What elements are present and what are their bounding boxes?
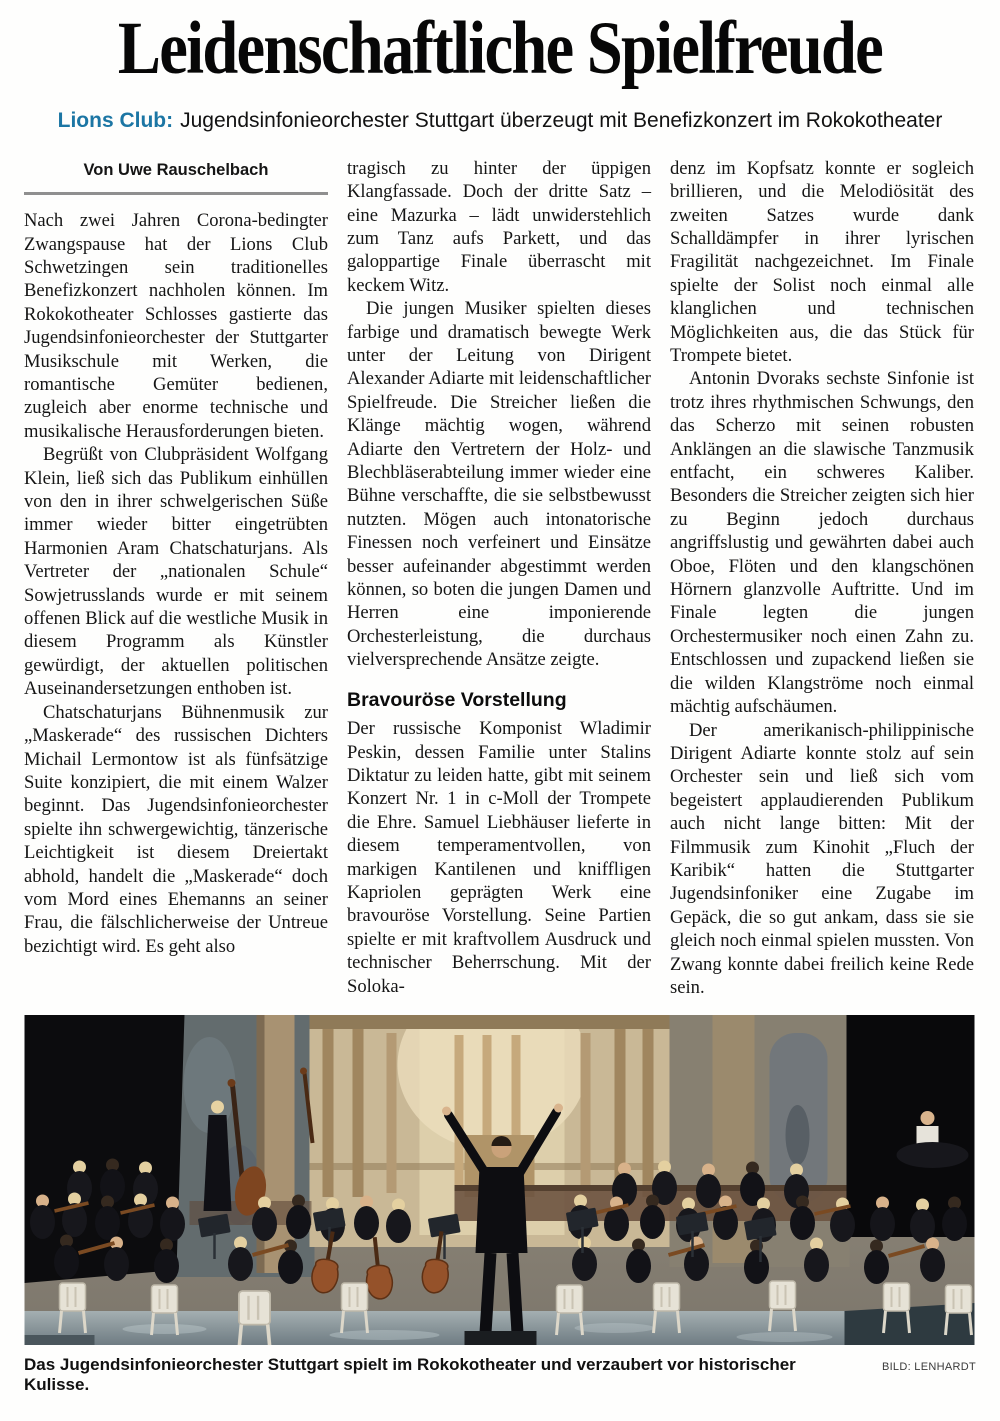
article-body <box>0 157 1000 1000</box>
article-paragraph: Der russische Komponist Wladimir Peskin, dessen Familie unter Stalins Diktatur zu leiden hatte, gibt mit seinem Konzert Nr. 1 in c-Moll der Trompete die Ehre. Samuel Liebhäuser lieferte in diesem temperamentvollen, von markigen Kantilenen und kniffligen Kapriolen geprägten Werk eine bravouröse Vorstellung. Seine Partien spielte er mit kraftvollem Ausdruck und technischer Beherrschung. Mit der Soloka- <box>347 718 651 997</box>
article-paragraph: Nach zwei Jahren Corona-bedingter Zwangspause hat der Lions Club Schwetzingen sein traditionelles Benefizkonzert nachholen können. Im Rokokotheater Schlosses gastierte das Jugendsinfonieorchester der Stuttgarter Musikschule mit Werken, die romantische Gemüter bedienen, zugleich aber enorme technische und musikalische Herausforderungen bieten. <box>24 210 328 442</box>
article-paragraph: Chatschaturjans Bühnenmusik zur „Maskerade“ des russischen Dichters Michail Lermontow ist als fünfsätzige Suite konzipiert, die mit einem Walzer beginnt. Das Jugendsinfonieorchester spielte ihn schwergewichtig, tänzerische Leichtigkeit ist diesem Dreiertakt abhold, handelt die „Maskerade“ doch vom Mord eines Ehemanns an seiner Frau, die fälschlicherweise der Untreue bezichtigt wird. Es geht also <box>24 701 328 957</box>
article-paragraph: tragisch zu hinter der üppigen Klangfassade. Doch der dritte Satz – eine Mazurka – lädt unwiderstehlich zum Tanz aufs Parkett, und das galoppartige Finale überrascht mit keckem Witz. <box>347 157 651 296</box>
kicker-label: Lions Club: <box>57 108 174 132</box>
photo-credit: BILD: LENHARDT <box>881 1361 976 1374</box>
photo-caption-row <box>24 1355 976 1395</box>
article-photo <box>24 1015 976 1345</box>
article-paragraph: Antonin Dvoraks sechste Sinfonie ist trotz ihres rhythmischen Schwungs, den das Scherzo mit seinen robusten Anklängen an die slawische Tanzmusik entfacht, ein schweres Kaliber. Besonders die Streicher zeigten sich hier zu Beginn jedoch durchaus angriffslustig und gewährten dabei auch Oboe, Flöten und den klangschönen Hörnern glanzvolle Auftritte. Und im Finale legten die jungen Orchestermusiker noch einen Zahn zu. Entschlossen und zupackend ließen sie die wilden Klangströme noch einmal mächtig aufschäumen. <box>670 368 974 718</box>
byline: Von Uwe Rauschelbach <box>83 160 269 179</box>
kicker-text: Jugendsinfonieorchester Stuttgart überzeugt mit Benefizkonzert im Rokokotheater <box>180 108 943 132</box>
headline: Leidenschaftliche Spielfreude <box>117 7 883 90</box>
orchestra-photo-illustration <box>24 1015 975 1345</box>
article-paragraph: Der amerikanisch-philippinische Dirigent Adiarte konnte stolz auf sein Orchester sein und ließ sich vom begeistert applaudierenden Publikum auch nicht lange bitten: Mit der Filmmusik zum Kinohit „Fluch der Karibik“ hatten die Stuttgarter Jugendsinfoniker eine Zugabe im Gepäck, die so gut ankam, dass sie sie gleich noch einmal spielen mussten. Von Zwang konnte dabei freilich keine Rede sein. <box>670 719 974 998</box>
column-1 <box>24 157 328 1000</box>
article-paragraph: denz im Kopfsatz konnte er sogleich brillieren, und die Melodiösität des zweiten Satzes wurde dank Schalldämpfer in ihrer lyrischen Fragilität nachgezeichnet. Im Finale spielte der Solist noch einmal alle klanglichen und technischen Möglichkeiten aus, die das Stück für Trompete bietet. <box>670 157 974 366</box>
subheading: Bravouröse Vorstellung <box>347 688 567 711</box>
photo-caption: Das Jugendsinfonieorchester Stuttgart spielt im Rokokotheater und verzaubert vor historischer Kulisse. <box>24 1355 796 1395</box>
column-2 <box>347 157 651 1000</box>
kicker <box>0 109 1000 133</box>
column-3 <box>670 157 974 1000</box>
byline-rule <box>24 192 328 195</box>
article-paragraph: Die jungen Musiker spielten dieses farbige und dramatisch bewegte Werk unter der Leitung von Dirigent Alexander Adiarte mit leidenschaftlicher Spielfreude. Die Streicher ließen die Klänge mächtig wogen, während Adiarte den Vertretern der Holz- und Blechbläserabteilung immer wieder eine Bühne verschaffte, die sie selbstbewusst nutzten. Mögen auch intonatorische Finessen noch verfeinert und Einsätze besser aufeinander abgestimmt werden können, so boten die jungen Damen und Herren eine imponierende Orchesterleistung, die durchaus vielversprechende Ansätze zeigte. <box>347 298 651 671</box>
article-paragraph: Begrüßt von Clubpräsident Wolfgang Klein, ließ sich das Publikum einhüllen von den in ihrer schwelgerischen Süße immer wieder bitter eingetrübten Harmonien Aram Chatschaturjans. Als Vertreter der „nationalen Schule“ Sowjetrusslands wurde er mit seinem offenen Blick auf die westliche Musik in diesem Programm als Künstler gewürdigt, der aktuellen politischen Auseinandersetzungen enthoben ist. <box>24 444 328 700</box>
